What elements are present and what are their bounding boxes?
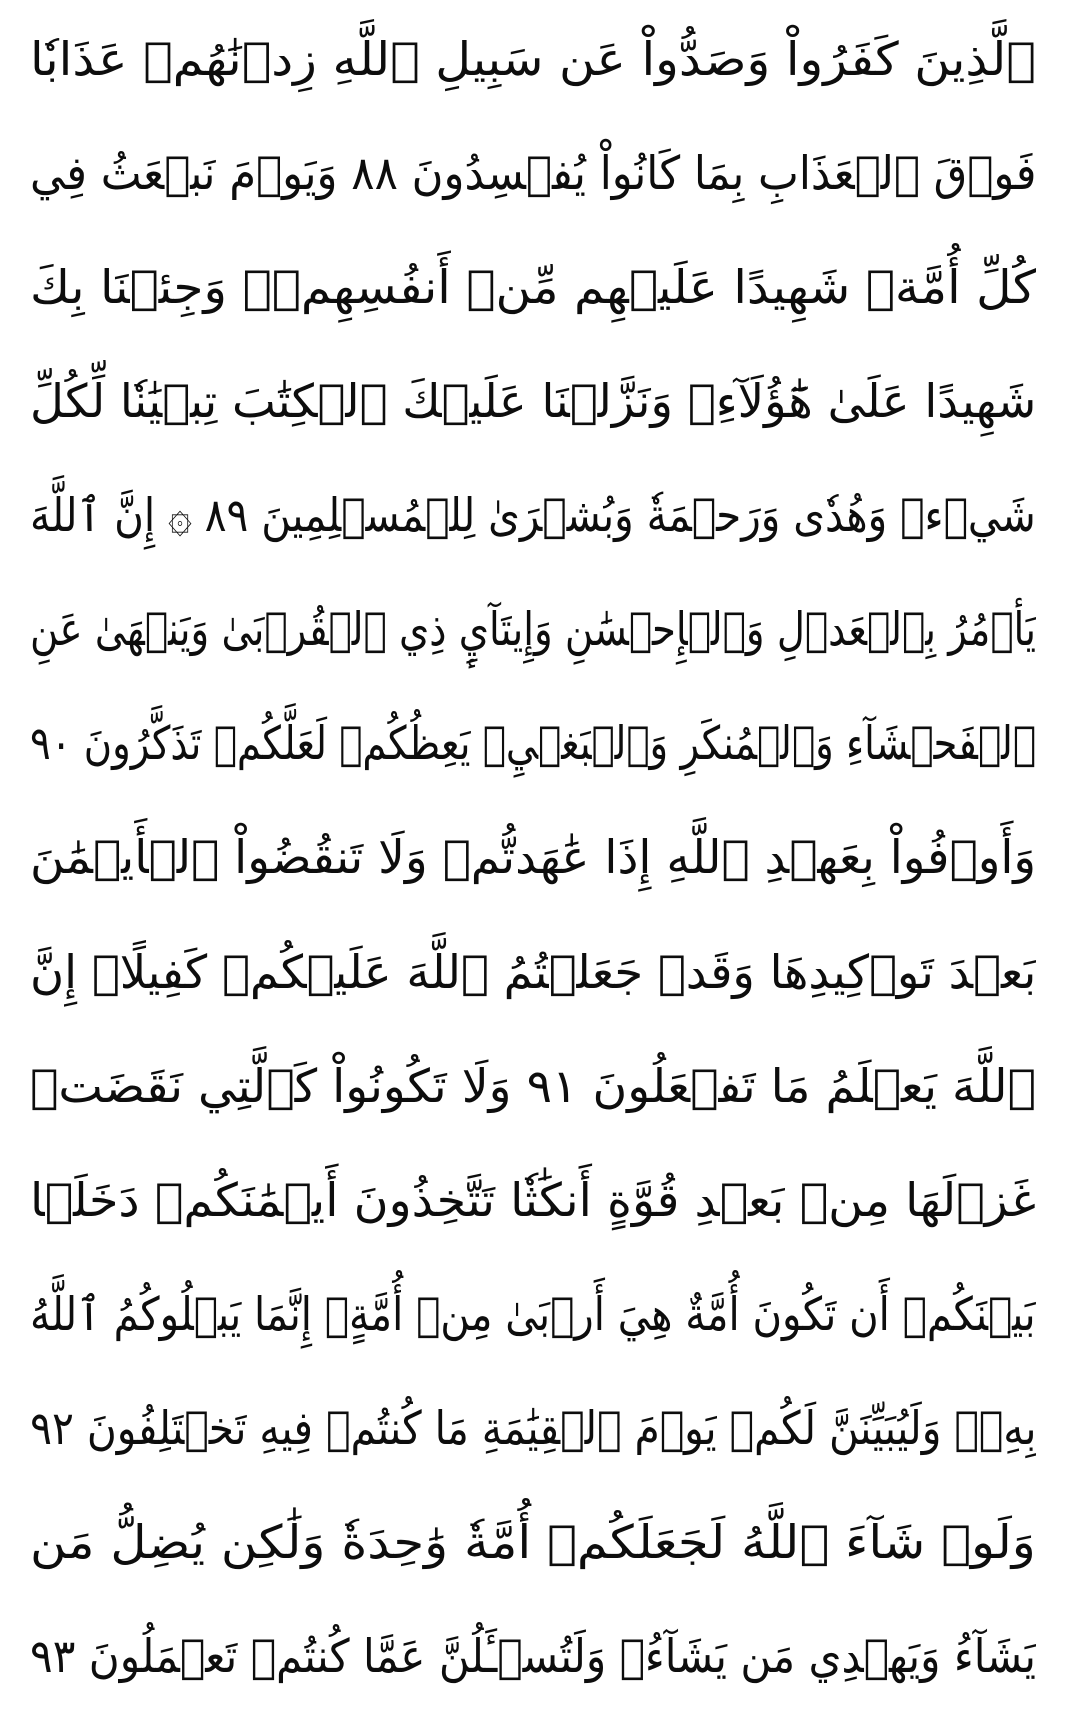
line-text: غَزۡلَهَا مِنۢ بَعۡدِ قُوَّةٍ أَنكَٰثٗا تَتَّخِذُونَ أَيۡمَٰنَكُمۡ دَخَلَۢا [30,1172,1036,1227]
text-line-5 [30,465,1036,566]
text-line-4 [30,350,1036,451]
text-line-14 [30,1492,1036,1593]
line-text: وَأَوۡفُواْ بِعَهۡدِ ٱللَّهِ إِذَا عَٰهَدتُّمۡ وَلَا تَنقُضُواْ ٱلۡأَيۡمَٰنَ [30,830,1036,885]
line-text: ٱلۡفَحۡشَآءِ وَٱلۡمُنكَرِ وَٱلۡبَغۡيِۚ يَعِظُكُمۡ لَعَلَّكُمۡ تَذَكَّرُونَ ٩٠ [30,716,1036,771]
line-text: فَوۡقَ ٱلۡعَذَابِ بِمَا كَانُواْ يُفۡسِدُونَ ٨٨ وَيَوۡمَ نَبۡعَثُ فِي [30,145,1036,200]
text-line-10 [30,1035,1036,1136]
text-line-1 [30,8,1036,109]
text-line-15 [30,1606,1036,1707]
line-text: يَشَآءُ وَيَهۡدِي مَن يَشَآءُۚ وَلَتُسۡـَٔلُنَّ عَمَّا كُنتُمۡ تَعۡمَلُونَ ٩٣ [30,1629,1036,1684]
line-text: بَيۡنَكُمۡ أَن تَكُونَ أُمَّةٌ هِيَ أَرۡبَىٰ مِنۡ أُمَّةٍۚ إِنَّمَا يَبۡلُوكُمُ ٱللَّهُ [30,1287,1036,1342]
line-text: يَأۡمُرُ بِٱلۡعَدۡلِ وَٱلۡإِحۡسَٰنِ وَإِيتَآيِٕ ذِي ٱلۡقُرۡبَىٰ وَيَنۡهَىٰ عَنِ [30,602,1036,657]
text-line-13 [30,1378,1036,1479]
text-line-3 [30,236,1036,337]
text-line-2 [30,122,1036,223]
line-text: شَهِيدًا عَلَىٰ هَٰٓؤُلَآءِۚ وَنَزَّلۡنَا عَلَيۡكَ ٱلۡكِتَٰبَ تِبۡيَٰنٗا لِّكُلِّ [30,373,1036,428]
text-line-11 [30,1149,1036,1250]
text-line-12 [30,1264,1036,1365]
text-line-6 [30,579,1036,680]
line-text: شَيۡءٖ وَهُدٗى وَرَحۡمَةٗ وَبُشۡرَىٰ لِلۡمُسۡلِمِينَ ٨٩ ۞ إِنَّ ٱللَّهَ [30,488,1036,543]
line-text: وَلَوۡ شَآءَ ٱللَّهُ لَجَعَلَكُمۡ أُمَّةٗ وَٰحِدَةٗ وَلَٰكِن يُضِلُّ مَن [30,1515,1036,1570]
line-text: كُلِّ أُمَّةٖ شَهِيدًا عَلَيۡهِم مِّنۡ أَنفُسِهِمۡۖ وَجِئۡنَا بِكَ [30,259,1036,314]
text-line-8 [30,807,1036,908]
text-line-9 [30,921,1036,1022]
line-text: بِهِۦۚ وَلَيُبَيِّنَنَّ لَكُمۡ يَوۡمَ ٱلۡقِيَٰمَةِ مَا كُنتُمۡ فِيهِ تَخۡتَلِفُونَ ٩٢ [30,1401,1036,1456]
text-line-7 [30,693,1036,794]
line-text: ٱللَّهَ يَعۡلَمُ مَا تَفۡعَلُونَ ٩١ وَلَا تَكُونُواْ كَٱلَّتِي نَقَضَتۡ [30,1058,1036,1113]
line-text: بَعۡدَ تَوۡكِيدِهَا وَقَدۡ جَعَلۡتُمُ ٱللَّهَ عَلَيۡكُمۡ كَفِيلًاۚ إِنَّ [30,944,1036,999]
quran-text-block [30,8,1036,1707]
line-text: ٱلَّذِينَ كَفَرُواْ وَصَدُّواْ عَن سَبِيلِ ٱللَّهِ زِدۡنَٰهُمۡ عَذَابٗا [30,31,1036,86]
